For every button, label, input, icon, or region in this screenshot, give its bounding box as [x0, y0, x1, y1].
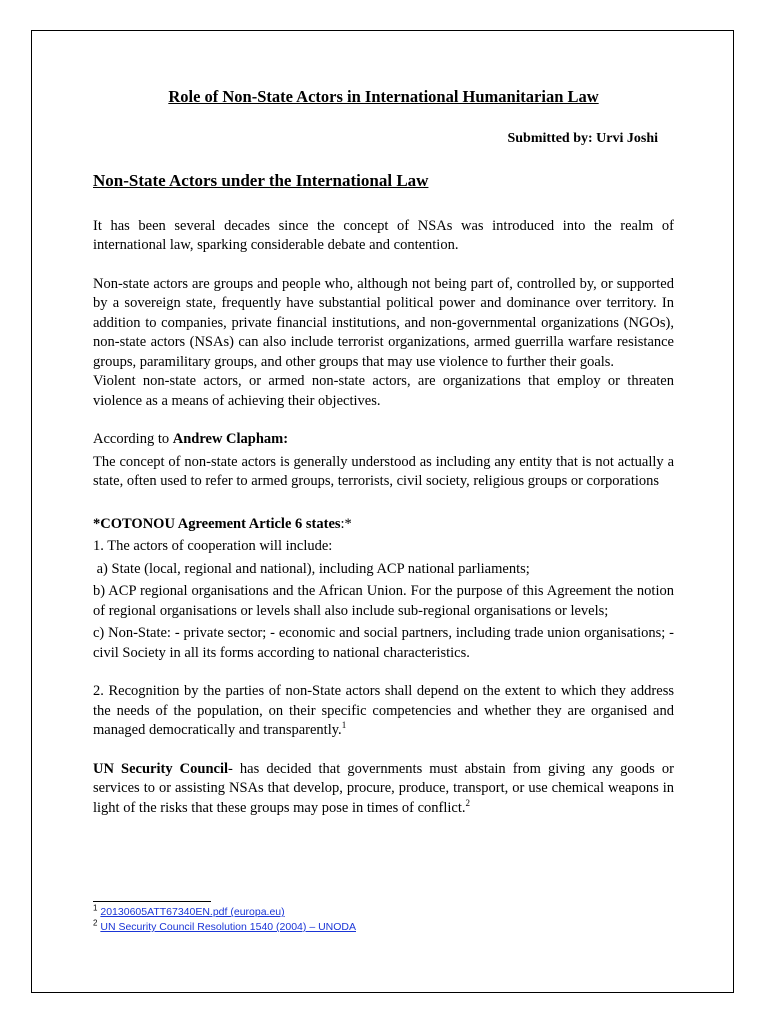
author-line: Submitted by: Urvi Joshi [507, 131, 658, 146]
footnote-2 [93, 920, 356, 935]
cotonou-heading [93, 515, 674, 535]
section-heading: Non-State Actors under the International Law [93, 170, 429, 190]
footnote-ref-1: 1 [341, 720, 347, 731]
footnotes [93, 905, 356, 935]
footnote-2-number: 2 [93, 918, 98, 928]
unsc-paragraph [93, 760, 674, 819]
footnote-2-link[interactable]: UN Security Council Resolution 1540 (2004) – UNODA [100, 921, 356, 933]
document-title: Role of Non-State Actors in International Humanitarian Law [168, 87, 599, 106]
cotonou-item-2 [93, 682, 674, 741]
cotonou-item-b: b) ACP regional organisations and the African Union. For the purpose of this Agreement the notion of regional organisations or levels shall also include sub-regional organisations or levels; [93, 583, 674, 619]
cotonou-item-2-text: 2. Recognition by the parties of non-State actors shall depend on the extent to which they address the needs of the population, on their specific competencies and whether they are organised and managed democratically and transparently. [93, 683, 674, 738]
paragraph-definition: Non-state actors are groups and people who, although not being part of, controlled by, or supported by a sovereign state, frequently have substantial political power and dominance over territory. In addition to companies, private financial institutions, and non-governmental organizations (NGOs), non-state actors (NSAs) can also include terrorist organizations, armed guerrilla warfare resistance groups, paramilitary groups, and other groups that may use violence to further their goals. [93, 275, 674, 370]
cotonou-heading-suffix: :* [340, 515, 352, 532]
footnote-separator [93, 901, 211, 902]
cotonou-item-c: c) Non-State: - private sector; - economic and social partners, including trade union organisations; - civil Society in all its forms according to national characteristics. [93, 625, 674, 661]
footnote-1 [93, 905, 356, 920]
author-name: Andrew Clapham: [172, 431, 289, 447]
footnote-ref-2: 2 [465, 797, 471, 808]
according-line [93, 430, 674, 450]
footnote-1-link[interactable]: 20130605ATT67340EN.pdf (europa.eu) [100, 906, 285, 918]
cotonou-item-1: 1. The actors of cooperation will include: [93, 538, 333, 554]
cotonou-heading-bold: *COTONOU Agreement Article 6 states [93, 515, 341, 532]
paragraph-intro: It has been several decades since the concept of NSAs was introduced into the realm of international law, sparking considerable debate and contention. [93, 217, 674, 253]
according-prefix: According to [93, 431, 173, 447]
cotonou-item-a: a) State (local, regional and national), including ACP national parliaments; [93, 560, 530, 577]
clapham-quote: The concept of non-state actors is generally understood as including any entity that is not actually a state, often used to refer to armed groups, terrorists, civil society, religious groups or corporations [93, 453, 674, 489]
unsc-label: UN Security Council [93, 760, 228, 777]
unsc-text: - has decided that governments must abstain from giving any goods or services to or assisting NSAs that develop, procure, produce, transport, or use chemical weapons in light of the risks that these groups may pose in times of conflict. [93, 760, 674, 816]
paragraph-violent-actors: Violent non-state actors, or armed non-state actors, are organizations that employ or threaten violence as a means of achieving their objectives. [93, 373, 674, 409]
document-body [93, 86, 674, 818]
footnote-1-number: 1 [93, 903, 98, 913]
